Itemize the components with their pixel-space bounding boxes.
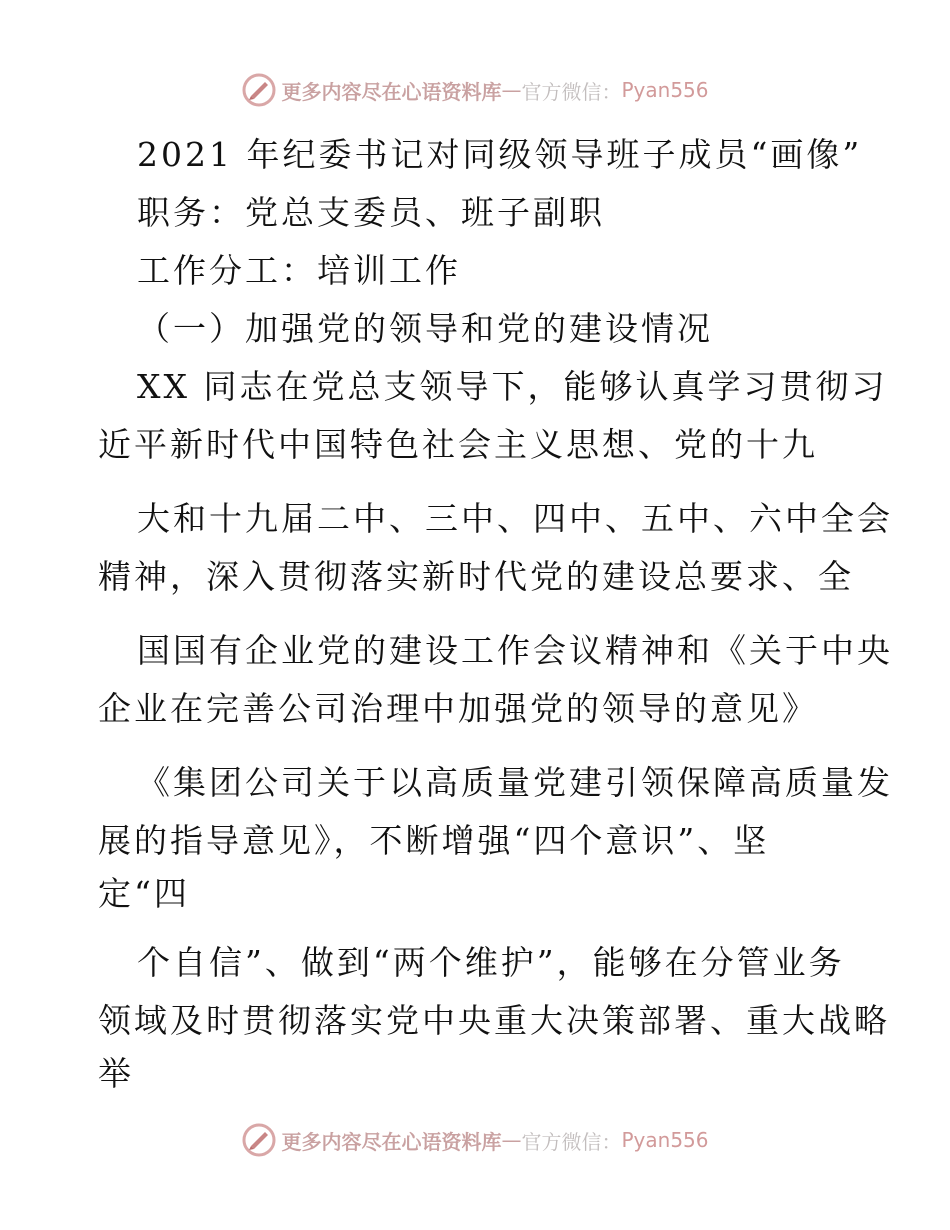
paragraph-line: 近平新时代中国特色社会主义思想、党的十九 [98,425,818,464]
watermark-dash: — [501,1128,522,1152]
watermark-wechat-id: Pyan556 [621,1128,709,1152]
pen-logo-icon [241,72,277,108]
watermark-main-text: 更多内容尽在心语资料库 [281,79,502,104]
header-watermark [0,70,950,110]
section-heading: （一）加强党的领导和党的建设情况 [137,309,713,348]
footer-watermark [0,1120,950,1160]
paragraph-line: 领域及时贯彻落实党中央重大决策部署、重大战略 [98,1001,890,1040]
watermark-sub-text: 官方微信： [521,79,622,104]
document-title: 2021 年纪委书记对同级领导班子成员“画像” [137,135,863,174]
paragraph-line: 定“四 [98,874,190,913]
watermark-main-text: 更多内容尽在心语资料库 [281,1129,502,1154]
position-line: 职务：党总支委员、班子副职 [137,193,605,232]
watermark-wechat-id: Pyan556 [621,78,709,102]
paragraph-line: 精神，深入贯彻落实新时代党的建设总要求、全 [98,557,854,596]
document-body [0,126,950,1098]
pen-logo-icon [241,1122,277,1158]
paragraph-line: 个自信”、做到“两个维护”，能够在分管业务 [137,943,845,982]
division-line: 工作分工：培训工作 [137,251,461,290]
paragraph-line: 展的指导意见》，不断增强“四个意识”、坚 [98,821,770,860]
paragraph-line: 《集团公司关于以高质量党建引领保障高质量发 [137,763,893,802]
paragraph-line: 举 [98,1054,134,1093]
watermark-sub-text: 官方微信： [521,1129,622,1154]
paragraph-line: 企业在完善公司治理中加强党的领导的意见》 [98,689,818,728]
paragraph-line: 大和十九届二中、三中、四中、五中、六中全会 [137,499,893,538]
watermark-dash: — [501,78,522,102]
paragraph-line: XX 同志在党总支领导下，能够认真学习贯彻习 [137,367,888,406]
paragraph-line: 国国有企业党的建设工作会议精神和《关于中央 [137,631,893,670]
